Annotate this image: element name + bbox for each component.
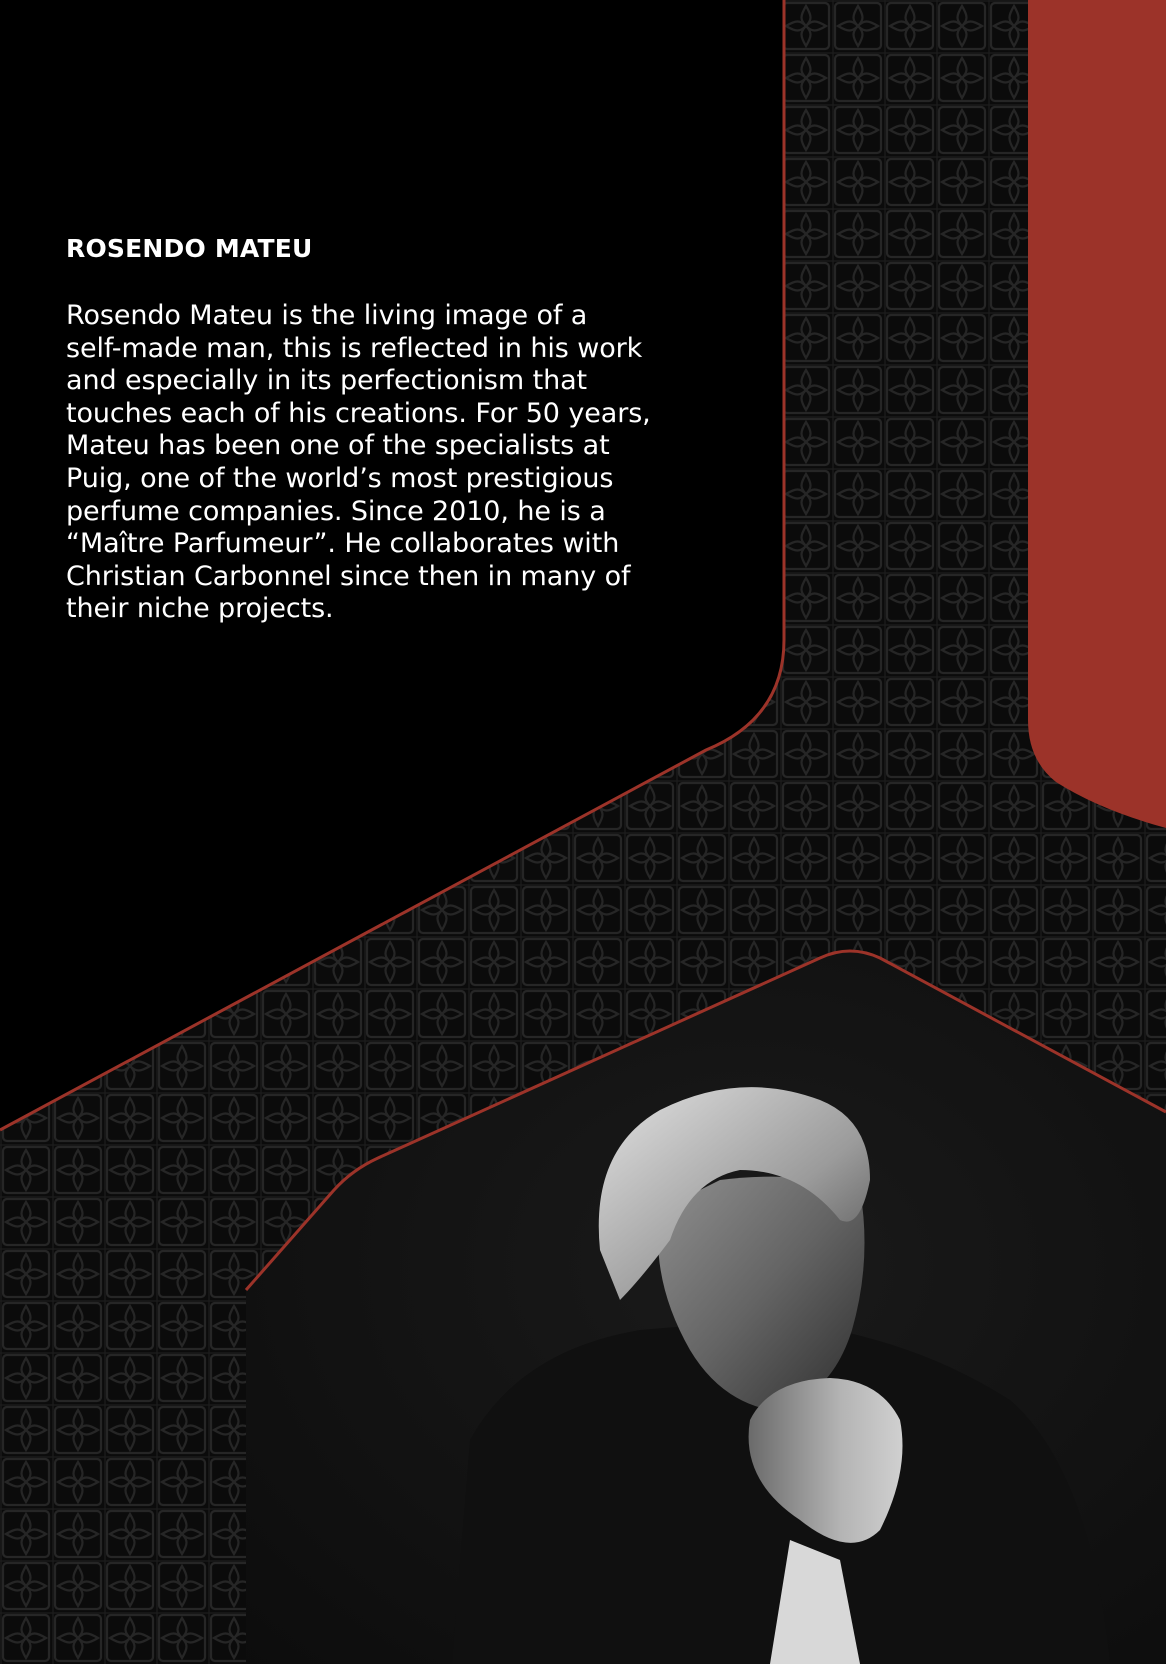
bio-line: their niche projects. <box>66 593 334 625</box>
bio-line: Christian Carbonnel since then in many of <box>66 560 631 592</box>
bio-paragraph <box>66 300 726 626</box>
bio-line: perfume companies. Since 2010, he is a <box>66 495 606 527</box>
bio-line: Rosendo Mateu is the living image of a <box>66 300 588 331</box>
bio-line: self-made man, this is reflected in his work <box>66 332 643 364</box>
bio-line: Mateu has been one of the specialists at <box>66 430 610 462</box>
bio-line: touches each of his creations. For 50 years, <box>66 397 651 429</box>
red-accent-shape <box>1028 0 1166 828</box>
bio-line: Puig, one of the world’s most prestigious <box>66 462 614 494</box>
bio-section <box>66 234 726 626</box>
bio-line: and especially in its perfectionism that <box>66 365 588 397</box>
person-name: ROSENDO MATEU <box>66 234 313 263</box>
bio-line: “Maître Parfumeur”. He collaborates with <box>66 528 620 560</box>
